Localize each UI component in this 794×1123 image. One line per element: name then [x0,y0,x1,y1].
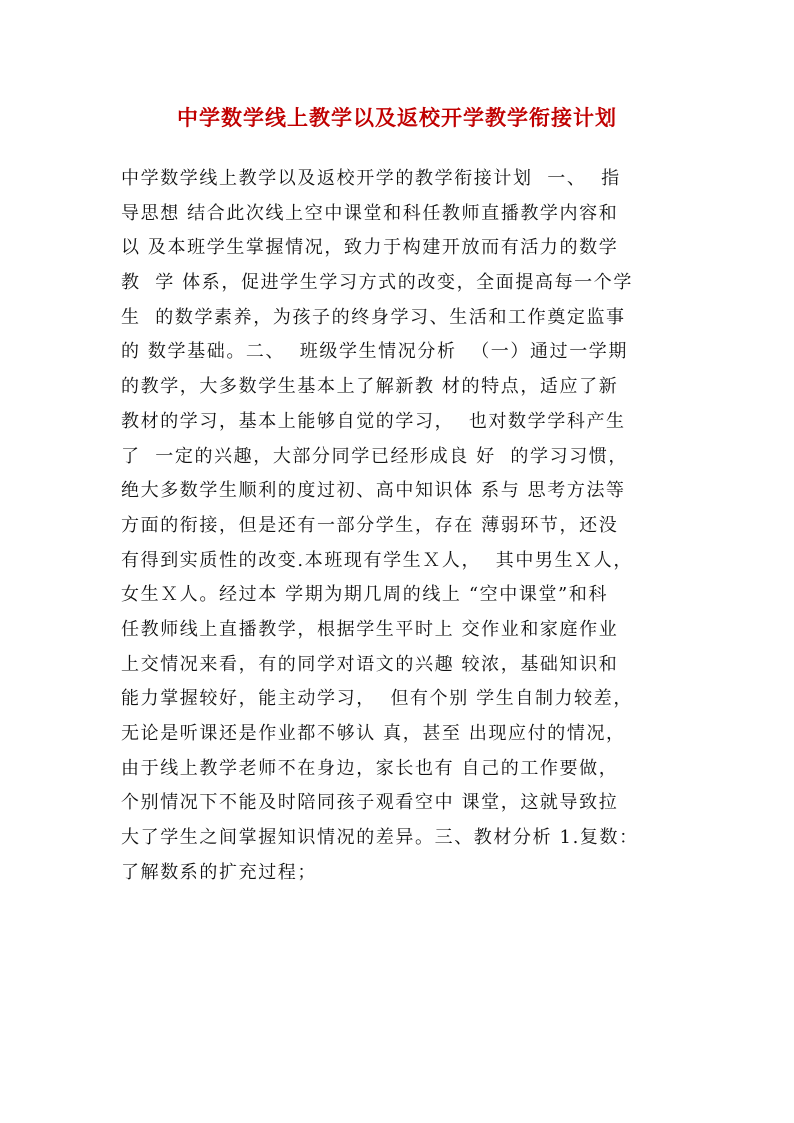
body-line: 的 数学基础。二、 班级学生情况分析 （一）通过一学期 [121,341,629,363]
body-line: 个别情况下不能及时陪同孩子观看空中 课堂，这就导致拉 [121,792,619,814]
body-line: 了 一定的兴趣，大部分同学已经形成良 好 的学习习惯， [121,445,629,467]
body-line: 方面的衔接，但是还有一部分学生，存在 薄弱环节，还没 [121,514,619,536]
body-line: 的教学，大多数学生基本上了解新教 材的特点，适应了新 [121,376,619,398]
body-line: 能力掌握较好，能主动学习， 但有个别 学生自制力较差， [121,688,633,710]
body-line: 无论是听课还是作业都不够认 真，甚至 出现应付的情况， [121,723,626,744]
body-line: 生 的数学素养，为孩子的终身学习、生活和工作奠定监事 [121,306,626,328]
document-body [121,162,681,890]
body-line: 中学数学线上教学以及返校开学的教学衔接计划 一、 指 [121,168,621,189]
body-line: 上交情况来看，有的同学对语文的兴趣 较浓，基础知识和 [121,653,619,675]
body-line: 以 及本班学生掌握情况，致力于构建开放而有活力的数学 [121,237,619,259]
body-line: 任教师线上直播教学，根据学生平时上 交作业和家庭作业 [121,618,619,640]
body-line: 教 学 体系，促进学生学习方式的改变，全面提高每一个学 [121,272,633,294]
document-title: 中学数学线上教学以及返校开学教学衔接计划 [177,105,617,130]
body-line: 教材的学习，基本上能够自觉的学习， 也对数学学科产生 [121,410,626,432]
body-line: 了解数系的扩充过程； [121,861,317,883]
body-line: 大了学生之间掌握知识情况的差异。三、教材分析 1.复数： [121,827,639,849]
body-line: 女生Ｘ人。经过本 学期为期几周的线上 “空中课堂”和科 [121,584,609,606]
body-line: 导思想 结合此次线上空中课堂和科任教师直播教学内容和 [121,202,619,224]
body-line: 有得到实质性的改变.本班现有学生Ｘ人， 其中男生Ｘ人， [121,549,633,571]
body-line: 绝大多数学生顺利的度过初、高中知识体 系与 思考方法等 [121,480,626,502]
body-line: 由于线上教学老师不在身边，家长也有 自己的工作要做， [121,757,619,779]
